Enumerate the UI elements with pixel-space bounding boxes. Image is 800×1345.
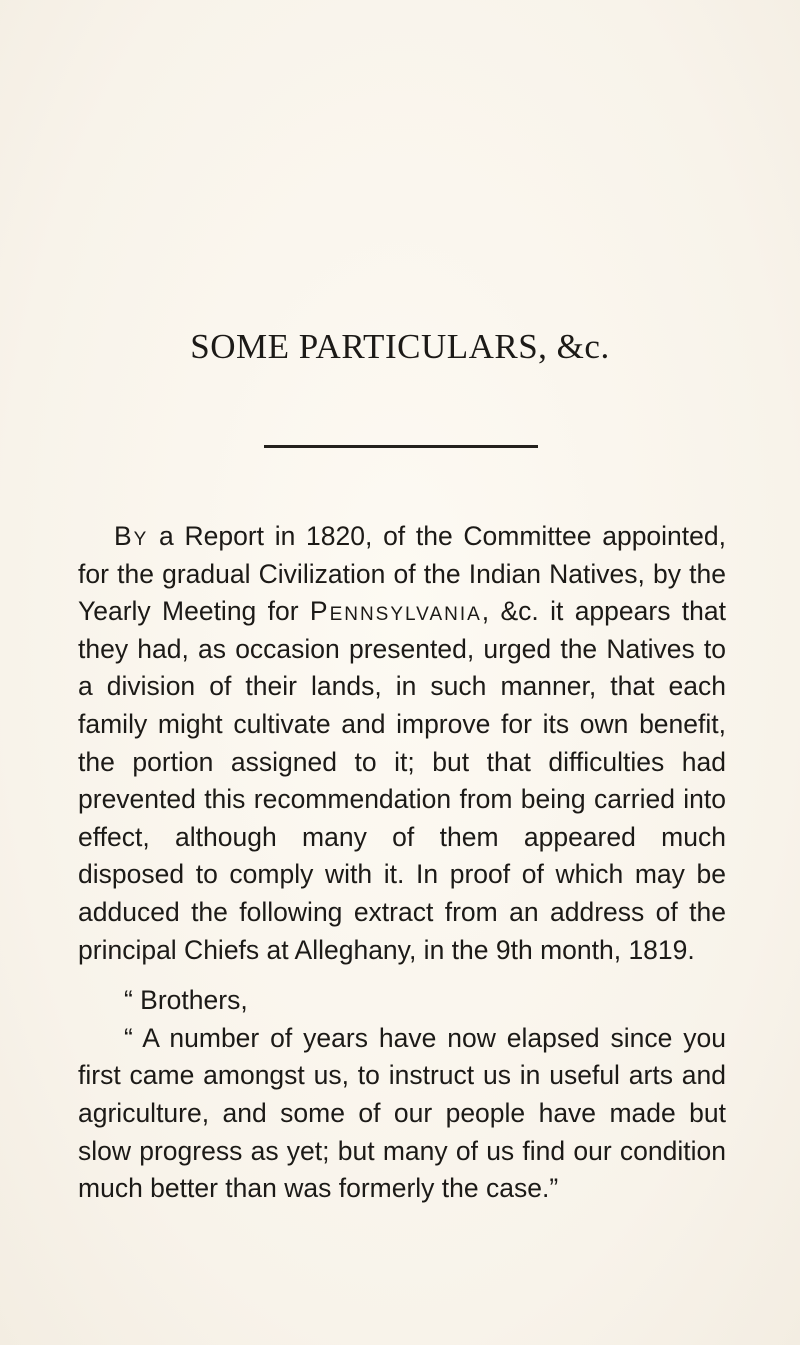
document-body	[78, 518, 726, 1208]
intro-text-part-1: a Report in 1820, of the Committee appointed, for the gradual Civilization of the Indian Natives, by the Yearly Meeting for	[78, 521, 726, 627]
intro-text-part-2: , &c. it appears that they had, as occasion presented, urged the Natives to a division of their lands, in such manner, that each family might cultivate and improve for its own benefit, the portion assigned to it; but that difficulties had prevented this recommendation from being carried into effect, although many of them appeared much disposed to comply with it. In proof of which may be adduced the following extract from an address of the principal Chiefs at Alleghany, in the 9th month, 1819.	[78, 596, 726, 965]
page-heading: SOME PARTICULARS, &c.	[190, 327, 610, 366]
address-salutation: “ Brothers,	[124, 985, 248, 1016]
state-name: Pennsylvania	[309, 596, 482, 627]
intro-paragraph	[78, 518, 726, 969]
address-quote-paragraph: “ A number of years have now elapsed since you first came amongst us, to instruct us in useful arts and agriculture, and some of our people have made but slow progress as yet; but many of us find our condition much better than was formerly the case.”	[78, 1022, 726, 1204]
lead-caps: By	[114, 521, 149, 551]
heading-divider-rule	[264, 445, 538, 448]
